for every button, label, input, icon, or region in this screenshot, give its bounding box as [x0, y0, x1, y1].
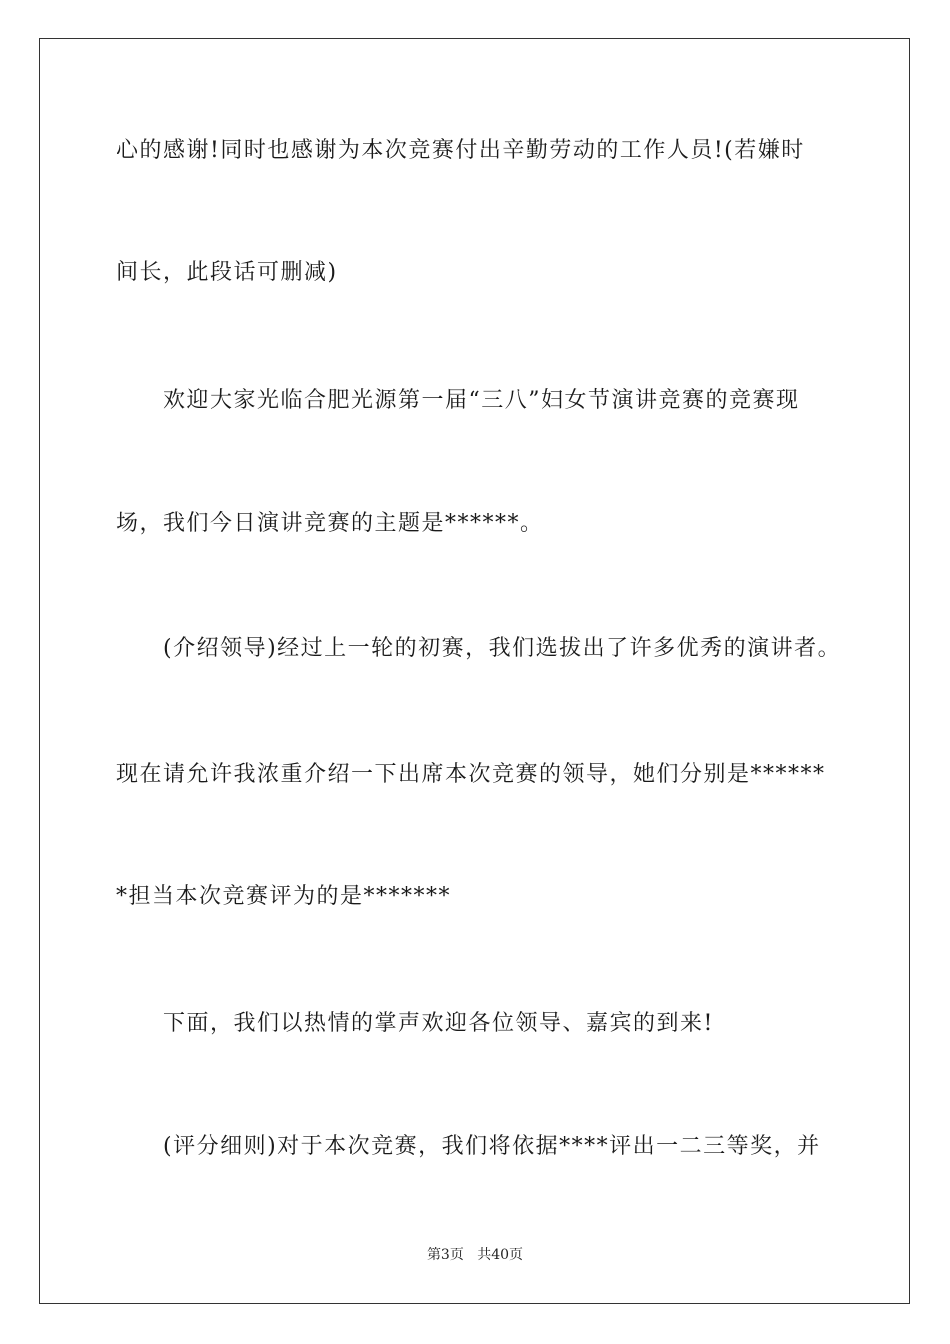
paragraph-line-3: 欢迎大家光临合肥光源第一届“三八”妇女节演讲竞赛的竞赛现 — [163, 388, 800, 413]
page-footer — [0, 1245, 950, 1265]
paragraph-line-5: (介绍领导)经过上一轮的初赛，我们选拔出了许多优秀的演讲者。 — [163, 636, 842, 661]
paragraph-line-7: *担当本次竞赛评为的是******* — [116, 884, 452, 909]
page-border — [39, 38, 910, 1304]
paragraph-line-8: 下面，我们以热情的掌声欢迎各位领导、嘉宾的到来! — [163, 1011, 714, 1036]
paragraph-line-9: (评分细则)对于本次竞赛，我们将依据****评出一二三等奖，并 — [163, 1134, 821, 1159]
paragraph-line-2: 间长，此段话可删减) — [116, 260, 338, 285]
paragraph-line-4: 场，我们今日演讲竞赛的主题是******。 — [116, 511, 544, 536]
page-total: 共40页 — [477, 1247, 524, 1263]
page-number: 第3页 — [426, 1247, 464, 1263]
paragraph-line-1: 心的感谢!同时也感谢为本次竞赛付出辛勤劳动的工作人员!(若嫌时 — [116, 138, 805, 163]
paragraph-line-6: 现在请允许我浓重介绍一下出席本次竞赛的领导，她们分别是****** — [116, 762, 826, 787]
